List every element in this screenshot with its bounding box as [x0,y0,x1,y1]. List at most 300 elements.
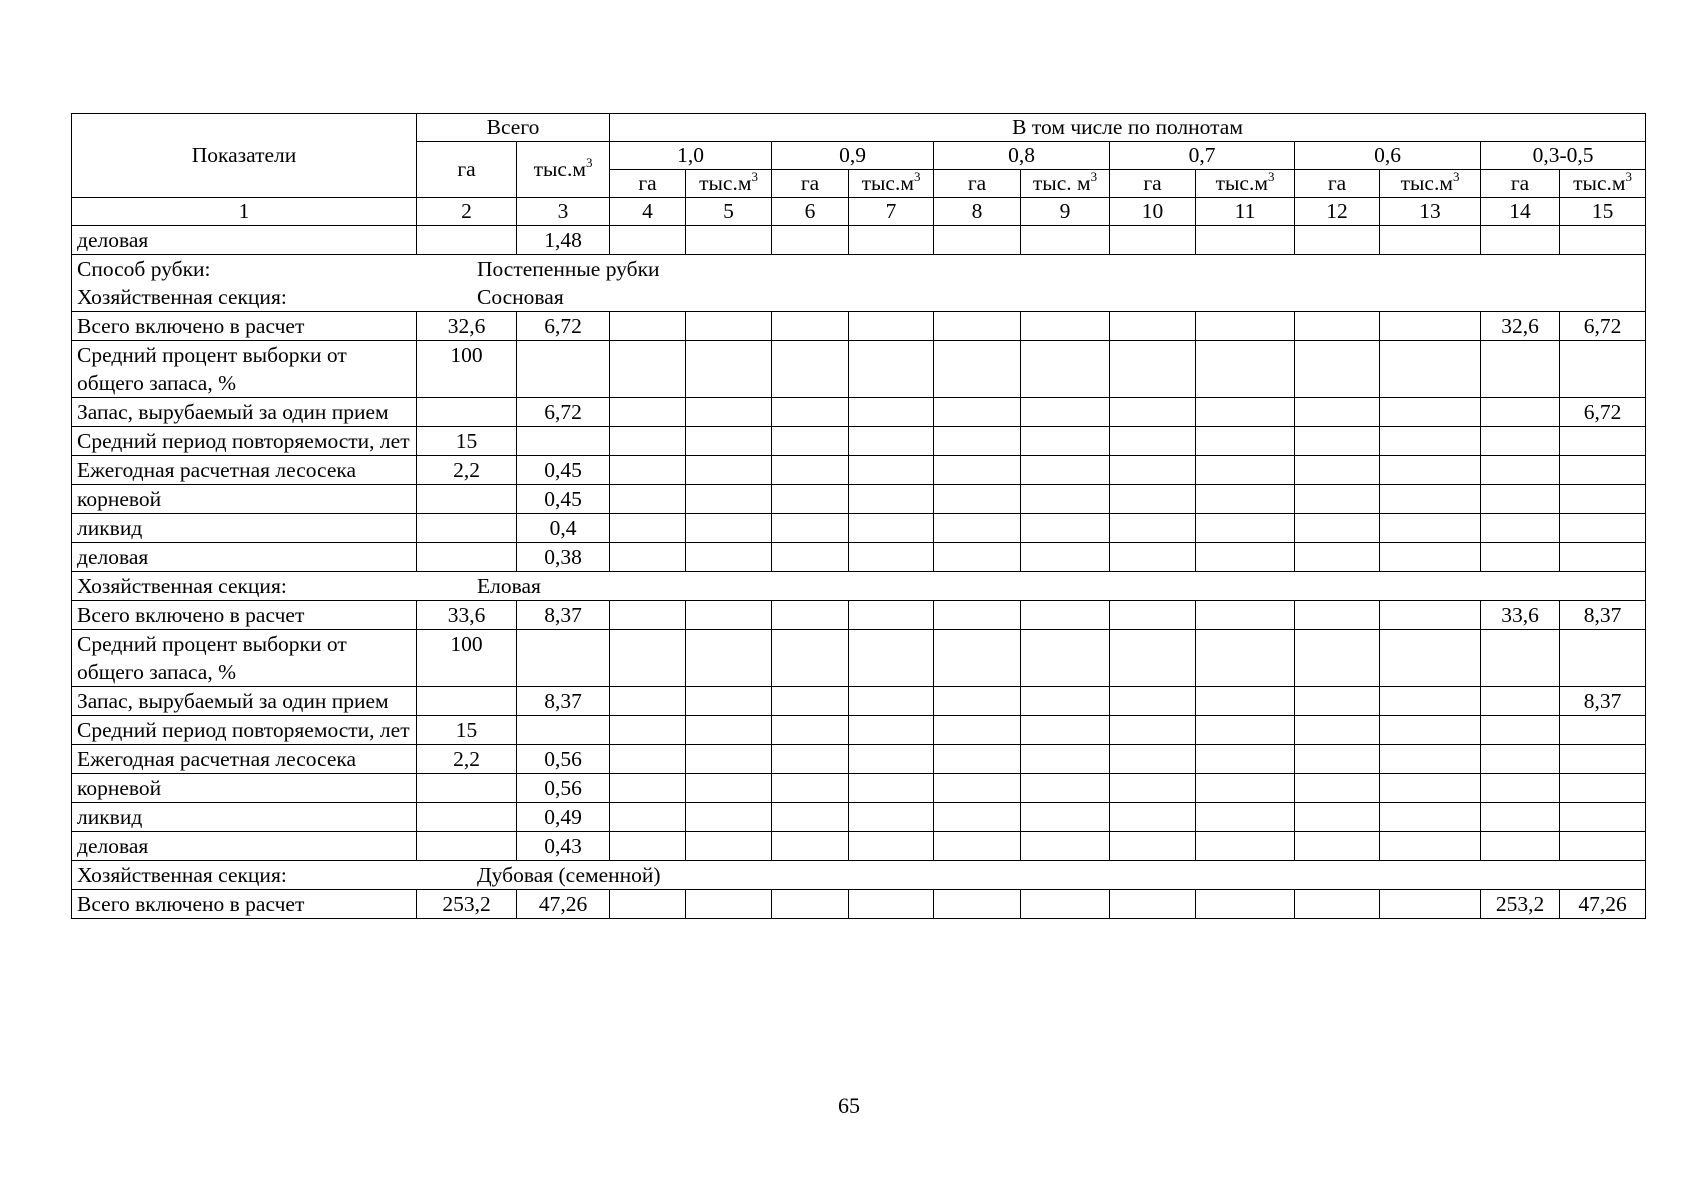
value-cell [1380,514,1481,543]
value-cell [1021,398,1110,427]
value-cell [1021,485,1110,514]
value-cell [1481,456,1560,485]
header-volume-sup: 3 [1090,169,1098,184]
value-cell [610,890,686,919]
value-cell [686,774,772,803]
section-label: Хозяйственная секция: [77,285,287,309]
section-label: Хозяйственная секция: [77,574,287,598]
value-cell [1560,456,1646,485]
col-number: 15 [1560,198,1646,226]
value-cell [772,716,849,745]
value-cell [1295,226,1380,255]
value-cell [610,745,686,774]
value-cell [1110,630,1196,687]
section-line [77,255,1640,283]
value-cell [772,803,849,832]
header-volume-sup: 3 [751,169,758,184]
value-cell [610,630,686,687]
value-cell [1021,226,1110,255]
value-cell [610,312,686,341]
value-cell [686,890,772,919]
value-cell [1380,456,1481,485]
header-volume-text: тыс.м [861,171,914,195]
table-row [72,687,1646,716]
section-label: Способ рубки: [77,257,211,281]
value-cell [1021,745,1110,774]
value-cell: 0,38 [517,543,610,572]
section-cell [72,572,1646,601]
value-cell: 47,26 [1560,890,1646,919]
value-cell [849,687,934,716]
value-cell [610,543,686,572]
value-cell [1021,543,1110,572]
value-cell: 8,37 [1560,687,1646,716]
value-cell: 0,4 [517,514,610,543]
header-volume [1380,170,1481,198]
value-cell [1481,630,1560,687]
value-cell [1196,341,1295,398]
table-row [72,543,1646,572]
value-cell [934,456,1021,485]
value-cell [1196,774,1295,803]
row-label: Всего включено в расчет [72,601,417,630]
value-cell [686,832,772,861]
value-cell [1295,890,1380,919]
value-cell [934,630,1021,687]
value-cell: 100 [417,630,517,687]
section-line [77,283,1640,311]
value-cell [417,226,517,255]
value-cell [1560,803,1646,832]
header-volume [1021,170,1110,198]
value-cell [1021,630,1110,687]
value-cell: 15 [417,427,517,456]
section-value: Дубовая (семенной) [477,863,661,887]
value-cell [1110,427,1196,456]
header-ha: га [1295,170,1380,198]
value-cell: 2,2 [417,456,517,485]
value-cell: 15 [417,716,517,745]
value-cell [1295,514,1380,543]
value-cell [610,687,686,716]
header-density-4: 0,7 [1110,142,1295,170]
value-cell [934,427,1021,456]
section-row [72,572,1646,601]
value-cell [1380,832,1481,861]
value-cell: 0,45 [517,456,610,485]
value-cell [849,890,934,919]
value-cell [1021,803,1110,832]
row-label: деловая [72,226,417,255]
value-cell: 8,37 [517,601,610,630]
value-cell: 33,6 [1481,601,1560,630]
value-cell [1560,745,1646,774]
value-cell: 0,43 [517,832,610,861]
value-cell [1295,312,1380,341]
header-indicators: Показатели [72,114,417,198]
value-cell [1380,226,1481,255]
value-cell [1481,398,1560,427]
value-cell [1380,543,1481,572]
value-cell [1560,774,1646,803]
table-row [72,226,1646,255]
header-volume [1560,170,1646,198]
value-cell [1481,485,1560,514]
col-number: 5 [686,198,772,226]
value-cell [1380,745,1481,774]
value-cell [1021,514,1110,543]
value-cell [517,341,610,398]
value-cell [1295,803,1380,832]
value-cell [1560,716,1646,745]
value-cell [772,485,849,514]
value-cell [934,312,1021,341]
value-cell [1196,514,1295,543]
allowable-cut-table [71,113,1646,919]
header-density-2: 0,9 [772,142,934,170]
table-row [72,716,1646,745]
value-cell [849,774,934,803]
value-cell [610,341,686,398]
header-density-3: 0,8 [934,142,1110,170]
value-cell [1380,687,1481,716]
value-cell [1110,398,1196,427]
value-cell [849,716,934,745]
header-ha: га [772,170,849,198]
value-cell [686,341,772,398]
value-cell [1380,890,1481,919]
value-cell [1196,745,1295,774]
value-cell: 253,2 [1481,890,1560,919]
value-cell [1021,832,1110,861]
value-cell [849,226,934,255]
value-cell [934,890,1021,919]
value-cell [686,485,772,514]
value-cell [610,716,686,745]
value-cell [1295,543,1380,572]
row-label: деловая [72,832,417,861]
value-cell [1560,226,1646,255]
header-total-ha: га [417,142,517,198]
header-volume-text: тыс.м [533,157,586,181]
value-cell [849,601,934,630]
table-row [72,774,1646,803]
table-body [72,226,1646,919]
value-cell [1021,601,1110,630]
value-cell [849,745,934,774]
value-cell [934,774,1021,803]
value-cell [934,745,1021,774]
value-cell [1560,630,1646,687]
header-volume [849,170,934,198]
value-cell: 253,2 [417,890,517,919]
value-cell [1380,774,1481,803]
value-cell [417,687,517,716]
value-cell [1295,456,1380,485]
value-cell [610,456,686,485]
value-cell [934,716,1021,745]
value-cell [686,312,772,341]
value-cell [1021,687,1110,716]
value-cell [1380,485,1481,514]
table-header [72,114,1646,226]
value-cell [686,514,772,543]
value-cell [686,716,772,745]
col-number: 12 [1295,198,1380,226]
value-cell: 6,72 [1560,398,1646,427]
value-cell [1380,427,1481,456]
value-cell [1196,687,1295,716]
value-cell [1560,543,1646,572]
row-label: Запас, вырубаемый за один прием [72,398,417,427]
col-number: 6 [772,198,849,226]
value-cell [610,803,686,832]
row-label: Средний процент выборки от общего запаса, % [72,630,417,687]
value-cell [849,427,934,456]
value-cell [772,427,849,456]
value-cell [1295,601,1380,630]
value-cell [686,543,772,572]
value-cell [1110,226,1196,255]
value-cell [1295,398,1380,427]
header-ha: га [1110,170,1196,198]
table-row [72,485,1646,514]
section-label: Хозяйственная секция: [77,863,287,887]
value-cell [686,398,772,427]
value-cell [686,803,772,832]
value-cell [417,398,517,427]
value-cell [1560,341,1646,398]
value-cell [1380,398,1481,427]
value-cell: 33,6 [417,601,517,630]
value-cell [1196,803,1295,832]
value-cell: 32,6 [417,312,517,341]
row-label: ликвид [72,803,417,832]
value-cell [772,601,849,630]
header-density-6: 0,3-0,5 [1481,142,1646,170]
header-density-5: 0,6 [1295,142,1481,170]
value-cell [1481,687,1560,716]
row-label: ликвид [72,514,417,543]
value-cell [1295,341,1380,398]
value-cell [1196,601,1295,630]
value-cell [1481,803,1560,832]
section-line [77,572,1640,600]
value-cell [1481,514,1560,543]
header-ha: га [1481,170,1560,198]
row-label: Средний период повторяемости, лет [72,716,417,745]
page-number: 65 [838,1093,860,1118]
value-cell [772,398,849,427]
value-cell [517,427,610,456]
value-cell [1196,226,1295,255]
value-cell [1110,716,1196,745]
value-cell [1110,774,1196,803]
value-cell [1481,226,1560,255]
column-number-row [72,198,1646,226]
value-cell [1021,890,1110,919]
value-cell [934,226,1021,255]
value-cell [849,456,934,485]
value-cell [1295,745,1380,774]
value-cell [1481,341,1560,398]
value-cell [1380,312,1481,341]
value-cell [1110,803,1196,832]
value-cell: 8,37 [1560,601,1646,630]
value-cell [1481,774,1560,803]
value-cell [1110,601,1196,630]
col-number: 1 [72,198,417,226]
value-cell [772,341,849,398]
value-cell: 32,6 [1481,312,1560,341]
value-cell [934,687,1021,716]
section-cell [72,861,1646,890]
header-volume-text: тыс. м [1032,171,1091,195]
value-cell [1380,341,1481,398]
value-cell [1021,774,1110,803]
value-cell [1380,601,1481,630]
row-label: Средний период повторяемости, лет [72,427,417,456]
value-cell [934,832,1021,861]
col-number: 4 [610,198,686,226]
value-cell [1481,745,1560,774]
col-number: 10 [1110,198,1196,226]
value-cell [934,601,1021,630]
section-cell [72,255,1646,312]
col-number: 8 [934,198,1021,226]
header-ha: га [610,170,686,198]
header-volume [686,170,772,198]
value-cell [1021,427,1110,456]
value-cell [1295,832,1380,861]
value-cell [772,890,849,919]
header-volume-text: тыс.м [1573,171,1626,195]
value-cell: 0,56 [517,774,610,803]
value-cell [1021,312,1110,341]
row-label: Ежегодная расчетная лесосека [72,456,417,485]
value-cell [686,630,772,687]
value-cell [1560,485,1646,514]
value-cell [849,514,934,543]
value-cell [417,774,517,803]
value-cell [417,543,517,572]
value-cell [772,630,849,687]
value-cell [1110,745,1196,774]
row-label: корневой [72,774,417,803]
row-label: деловая [72,543,417,572]
value-cell [934,803,1021,832]
value-cell [772,774,849,803]
row-label: Ежегодная расчетная лесосека [72,745,417,774]
value-cell [1110,832,1196,861]
value-cell [1295,630,1380,687]
value-cell [849,803,934,832]
header-volume-sup: 3 [1267,169,1275,184]
value-cell [417,485,517,514]
value-cell [849,312,934,341]
value-cell [1560,832,1646,861]
header-volume-text: тыс.м [699,171,752,195]
table-row [72,745,1646,774]
value-cell [1196,485,1295,514]
value-cell [1196,890,1295,919]
value-cell [1481,543,1560,572]
value-cell [610,832,686,861]
value-cell [1196,427,1295,456]
value-cell [1110,687,1196,716]
table-row [72,803,1646,832]
value-cell [1380,803,1481,832]
section-row [72,861,1646,890]
value-cell [1021,716,1110,745]
section-row [72,255,1646,312]
value-cell [686,456,772,485]
value-cell [849,398,934,427]
value-cell [686,745,772,774]
value-cell [772,312,849,341]
value-cell: 100 [417,341,517,398]
value-cell: 8,37 [517,687,610,716]
value-cell [1295,687,1380,716]
header-volume-sup: 3 [1625,169,1632,184]
table-row [72,312,1646,341]
value-cell [934,485,1021,514]
section-value: Еловая [477,574,541,598]
value-cell: 1,48 [517,226,610,255]
value-cell [1295,774,1380,803]
value-cell [686,601,772,630]
value-cell [1295,427,1380,456]
value-cell [772,514,849,543]
value-cell [772,687,849,716]
value-cell [517,716,610,745]
table-row [72,890,1646,919]
section-line [77,861,1640,889]
value-cell [610,601,686,630]
value-cell [849,832,934,861]
value-cell [1196,456,1295,485]
header-volume-text: тыс.м [1400,171,1453,195]
value-cell [610,514,686,543]
value-cell [610,398,686,427]
value-cell [417,514,517,543]
col-number: 9 [1021,198,1110,226]
value-cell [772,832,849,861]
header-volume-sup: 3 [913,169,921,184]
value-cell [772,226,849,255]
value-cell [1110,485,1196,514]
table-row [72,514,1646,543]
value-cell [517,630,610,687]
value-cell [1196,543,1295,572]
header-total: Всего [417,114,610,142]
header-ha: га [934,170,1021,198]
value-cell [1110,456,1196,485]
row-label: Средний процент выборки от общего запаса, % [72,341,417,398]
value-cell [849,341,934,398]
value-cell [772,456,849,485]
col-number: 7 [849,198,934,226]
table-row [72,601,1646,630]
header-volume-sup: 3 [1452,169,1460,184]
header-including: В том числе по полнотам [610,114,1646,142]
col-number: 13 [1380,198,1481,226]
value-cell [772,745,849,774]
value-cell [1560,514,1646,543]
value-cell [1110,890,1196,919]
value-cell [849,485,934,514]
header-volume-sup: 3 [585,155,593,170]
